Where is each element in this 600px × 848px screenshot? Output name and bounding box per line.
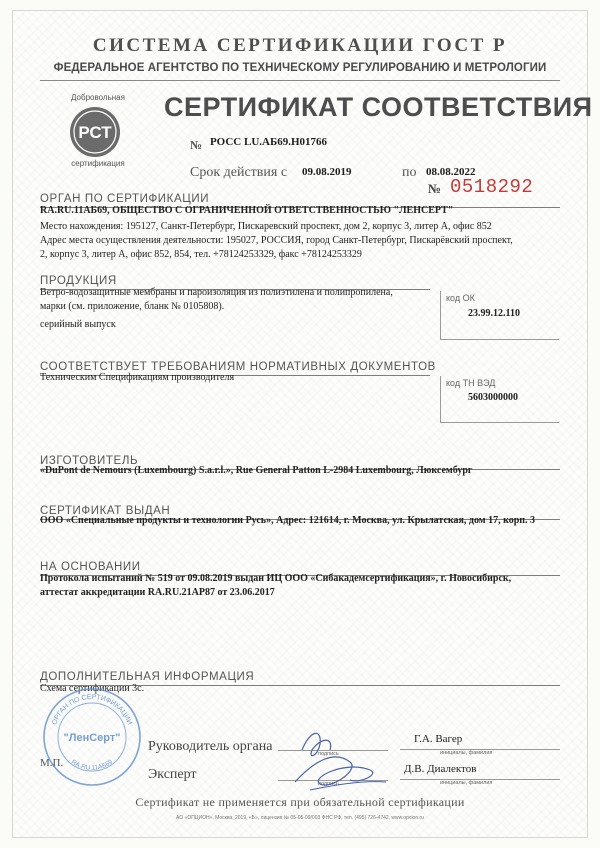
issued-text: ООО «Специальные продукты и технологии Русь», Адрес: 121614, г. Москва, ул. Крылатская, дом 17, корп. 3 <box>40 515 536 526</box>
expert-name: Д.В. Диалектов <box>404 763 477 775</box>
basis-line-1: Протокола испытаний № 519 от 09.08.2019 выдан ИЦ ООО «Сибакадемсертификация», г. Новосибирск, <box>40 573 512 584</box>
expert-name-caption: инициалы, фамилия <box>440 780 493 786</box>
valid-from: 09.08.2019 <box>302 166 352 178</box>
printer-info: АО «ОПЦИОН», Москва, 2019, «Б», лицензия № 05-05-09/003 ФНС РФ, тел. (495) 726-4742, www.opcion.ru <box>176 815 424 821</box>
head-name: Г.А. Вагер <box>414 733 463 745</box>
head-name-caption: инициалы, фамилия <box>440 750 493 756</box>
serial-number: 0518292 <box>450 176 534 198</box>
basis-heading: НА ОСНОВАНИИ <box>40 561 141 573</box>
organ-stamp-icon <box>40 685 144 789</box>
manufacturer-heading: ИЗГОТОВИТЕЛЬ <box>40 455 139 467</box>
badge-bottom-text: сертификация <box>71 159 125 168</box>
manufacturer-text: «DuPont de Nemours (Luxembourg) S.a.r.l.», Rue General Patton L-2984 Luxembourg, Люксембург <box>40 465 473 476</box>
organ-heading: ОРГАН ПО СЕРТИФИКАЦИИ <box>40 193 210 205</box>
badge-top-text: Добровольная <box>71 93 125 102</box>
header-divider <box>40 80 560 81</box>
number-prefix: № <box>190 138 203 152</box>
product-heading: ПРОДУКЦИЯ <box>40 275 117 287</box>
footer-note: Сертификат не применяется при обязательной сертификации <box>135 795 465 809</box>
conformity-text: Техническим Спецификациям производителя <box>40 372 235 383</box>
certificate-number: РОСС LU.АБ69.Н01766 <box>210 136 328 148</box>
conformity-heading: СООТВЕТСТВУЕТ ТРЕБОВАНИЯМ НОРМАТИВНЫХ ДОКУМЕНТОВ <box>40 361 436 373</box>
product-line-1: Ветро-водозащитные мембраны и пароизоляция из полиэтилена и полипропилена, <box>40 287 393 298</box>
expert-label: Эксперт <box>148 767 197 782</box>
organ-line-2: Место нахождения: 195127, Санкт-Петербург, Пискаревский проспект, дом 2, корпус 3, литер А, офис 852 <box>40 221 492 232</box>
tnved-code-label: код ТН ВЭД <box>446 378 496 388</box>
head-label: Руководитель органа <box>148 739 273 754</box>
extra-heading: ДОПОЛНИТЕЛЬНАЯ ИНФОРМАЦИЯ <box>40 671 255 683</box>
stamp-bottom-text: RA.RU.11АБ69 <box>69 758 115 772</box>
svg-text:RA.RU.11АБ69 <box>70 758 114 771</box>
organ-line-3: Адрес места осуществления деятельности: 195027, РОССИЯ, город Санкт-Петербург, Пискарёвский проспект, <box>40 235 513 246</box>
organ-line-1: RA.RU.11АБ69, ОБЩЕСТВО С ОГРАНИЧЕННОЙ ОТВЕТСТВЕННОСТЬЮ "ЛЕНСЕРТ" <box>40 205 454 216</box>
stamp-center-text: "ЛенСерт" <box>63 732 121 744</box>
system-title: СИСТЕМА СЕРТИФИКАЦИИ ГОСТ Р <box>92 35 508 56</box>
basis-line-2: аттестат аккредитации RA.RU.21АР87 от 23.06.2017 <box>40 587 275 598</box>
rst-logo-icon <box>68 105 122 159</box>
valid-to-label: по <box>402 165 417 180</box>
ok-code-value: 23.99.12.110 <box>468 308 520 319</box>
product-line-2: марки (см. приложение, бланк № 0105808). <box>40 301 225 312</box>
valid-to: 08.08.2022 <box>426 166 476 178</box>
expert-signature-caption: подпись <box>318 781 339 787</box>
signature-icon <box>290 720 390 800</box>
release-type: серийный выпуск <box>40 319 116 330</box>
certificate-title: СЕРТИФИКАТ СООТВЕТСТВИЯ <box>164 92 593 122</box>
issued-heading: СЕРТИФИКАТ ВЫДАН <box>40 505 171 517</box>
agency-title: ФЕДЕРАЛЬНОЕ АГЕНТСТВО ПО ТЕХНИЧЕСКОМУ РЕГУЛИРОВАНИЮ И МЕТРОЛОГИИ <box>53 62 547 74</box>
head-signature-caption: подпись <box>318 751 339 757</box>
rst-logo-letters: РСТ <box>78 123 112 142</box>
stamp-place-label: М.П. <box>40 757 64 769</box>
stamp-top-text: ОРГАН ПО СЕРТИФИКАЦИИ <box>51 693 133 726</box>
tnved-code-value: 5603000000 <box>468 392 518 403</box>
validity-label: Срок действия с <box>190 165 288 180</box>
ok-code-label: код ОК <box>446 293 475 303</box>
organ-line-4: 2, корпус 3, литер А, офис 852, 854, тел. +78124253329, факс +78124253329 <box>40 249 362 260</box>
serial-prefix: № <box>428 181 442 196</box>
extra-text: Схема сертификации 3с. <box>40 683 145 694</box>
